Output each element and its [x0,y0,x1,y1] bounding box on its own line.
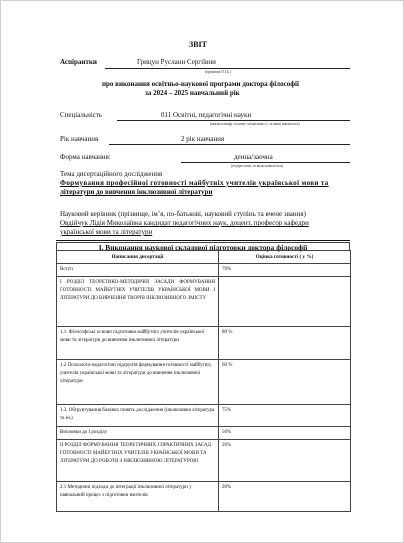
student-name-underline [105,68,350,69]
table-row [57,360,351,405]
row-text: І РОЗДІЛ ТЕОРЕТИКО-МЕТОДИЧНІ ЗАСАДИ ФОРМУВАННЯ ГОТОВНОСТІ МАЙБУТНІХ УЧИТЕЛІВ УКРАЇНСЬКОЇ МОВИ І ЛІТЕРАТУРИ ДО ВИВЧЕННЯ ТВОРІВ ІНКЛЮЗИВНОГО ЗМІСТУ [57,277,219,327]
student-hint: (прізвище П.І.Б.) [205,70,231,74]
student-label: Аспірантки [60,58,97,66]
row-text: 1.2 Психолого-педагогічні підґрунтя формування готовності майбутніх учителів української мови та літератури до вивчення інклюзивної літератури [57,360,219,405]
advisor-label: Науковий керівник (прізвище, ім’я, по-батькові, науковий ступінь та вчене звання) [60,210,306,218]
topic-line-1: Формування професійної готовності майбутніх учителів української мови та [60,179,329,187]
form-hint: (підкреслити, за якою навчається) [231,164,283,168]
subtitle-line-2: за 2024 – 2025 навчальний рік [145,89,240,97]
specialty-underline [117,120,350,121]
row-value: 70% [219,264,351,277]
table-row [57,440,351,482]
form-label: Форма навчання: [60,153,111,161]
year-value: 2 рік навчання [181,135,225,143]
column-header-dissertation: Написання дисертації [57,251,219,264]
student-name: Грицун Руслани Сергіївни [137,58,216,66]
advisor-line-1: Овдійчук Лідія Миколаївна кандидат педагогічних наук, доцент, професор кафедри [60,219,309,227]
subtitle-line-1: про виконання освітньо-наукової програми доктора філософії [102,80,299,88]
specialty-label: Спеціальність [60,111,103,119]
row-text: 1.3. Обґрунтування базових понять дослідження (інклюзивна література та ін.) [57,405,219,427]
table-header-row [57,251,351,264]
topic-label: Тема дисертаційного дослідження [60,170,163,178]
row-value: 20% [219,482,351,512]
row-text: Вступ [57,264,219,277]
form-value: денна/заочна [234,153,273,161]
row-text: ІІ РОЗДІЛ ФОРМУВАННЯ ТЕОРЕТИЧНИХ І ПРАКТИЧНИХ ЗАСАД ГОТОВНОСТІ МАЙБУТНІХ УЧИТЕЛІВ УКРАЇНСЬКОЇ МОВИ ТА ЛІТЕРАТУРИ ДО РОБОТИ З ІНКЛЮЗИВНОЮ ЛІТЕРАТУРОЮ [57,440,219,482]
section-title: І. Виконання наукової складової підготовки доктора філософії [56,242,350,251]
table-row [57,427,351,440]
year-label: Рік навчання [60,135,99,143]
row-text: Висновки до І розділу [57,427,219,440]
row-value: 60 % [219,360,351,405]
topic-line-2: літератури до вивчення інклюзивної літератури [60,188,213,196]
specialty-value: 011 Освітні, педагогічні науки [161,111,252,119]
specialty-hint: (вказати шифр та назву спеціальності, за якою навчається) [210,122,300,126]
row-value: 75% [219,405,351,427]
table-row [57,327,351,360]
column-header-readiness: Оцінка готовності ( у %) [219,251,351,264]
form-underline [181,162,350,163]
advisor-line-2: української мови та літератури [60,228,153,236]
table-row [57,264,351,277]
year-underline [109,144,350,145]
table-row [57,277,351,327]
table-row [57,405,351,427]
row-value [219,277,351,327]
row-value: 80 % [219,327,351,360]
dissertation-table [56,250,351,512]
report-title: ЗВІТ [189,40,208,49]
row-text: 2.1 Методичні підходи до інтеграції інклюзивної літератури у навчальний процес з підготовки вчителів [57,482,219,512]
table-row [57,482,351,512]
row-value: 20% [219,440,351,482]
table-top-rule [56,240,350,241]
row-value: 50% [219,427,351,440]
row-text: 1.1. Філософські основи підготовки майбутніх учителів української мови та літератури до вивчення інклюзивної літератури [57,327,219,360]
